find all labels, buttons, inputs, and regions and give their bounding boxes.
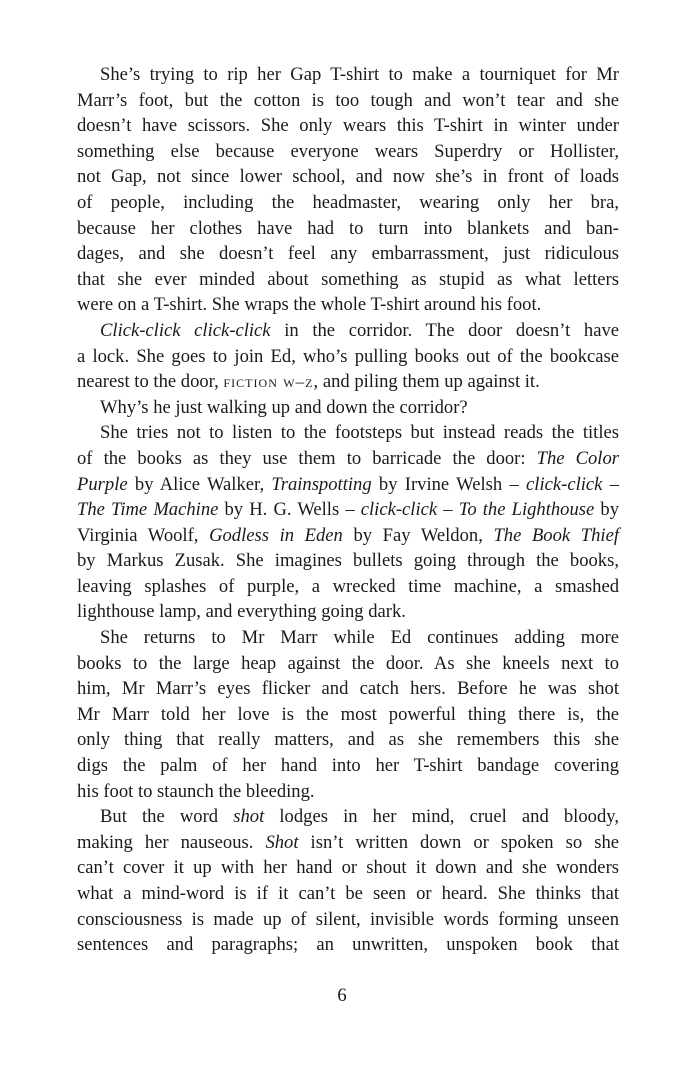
text-segment: , and piling them up against it. bbox=[313, 371, 540, 393]
text-line bbox=[77, 292, 619, 318]
page-number: 6 bbox=[337, 985, 347, 1006]
italic-text: Godless in Eden bbox=[209, 524, 343, 546]
text-line bbox=[77, 318, 619, 344]
text-line bbox=[77, 395, 619, 421]
text-segment: Marr’s foot, but the cotton is too tough and won’t tear and she bbox=[77, 89, 619, 111]
text-segment: Virginia Woolf, bbox=[77, 524, 210, 546]
text-line bbox=[77, 446, 619, 472]
text-segment: were on a T-shirt. She wraps the whole T-shirt around his foot. bbox=[77, 294, 542, 316]
italic-text: Purple bbox=[77, 473, 128, 495]
small-caps-text: fiction w–z bbox=[223, 372, 314, 392]
text-line bbox=[77, 190, 619, 216]
text-segment: can’t cover it up with her hand or shout it down and she wonders bbox=[77, 857, 619, 879]
text-segment: of the books as they use them to barricade the door: bbox=[77, 447, 537, 469]
text-line bbox=[77, 88, 619, 114]
text-line bbox=[77, 267, 619, 293]
text-line bbox=[77, 907, 619, 933]
text-line bbox=[77, 164, 619, 190]
text-segment: – bbox=[602, 473, 619, 495]
text-line bbox=[77, 62, 619, 88]
text-segment: lodges in her mind, cruel and bloody, bbox=[264, 806, 619, 828]
text-segment: not Gap, not since lower school, and now she’s in front of loads bbox=[77, 166, 619, 188]
text-line bbox=[77, 625, 619, 651]
italic-text: To the Lighthouse bbox=[458, 499, 595, 521]
text-line bbox=[77, 216, 619, 242]
text-segment: She returns to Mr Marr while Ed continues adding more bbox=[100, 627, 619, 649]
text-segment: because her clothes have had to turn into blankets and ban- bbox=[77, 217, 619, 239]
text-line bbox=[77, 830, 619, 856]
text-segment: Why’s he just walking up and down the corridor? bbox=[100, 396, 468, 418]
text-segment: books to the large heap against the door. As she kneels next to bbox=[77, 652, 619, 674]
text-line bbox=[77, 651, 619, 677]
text-segment: by Alice Walker, bbox=[127, 473, 272, 495]
body-text bbox=[77, 62, 619, 958]
text-line bbox=[77, 497, 619, 523]
text-line bbox=[77, 599, 619, 625]
text-segment: digs the palm of her hand into her T-shirt bandage covering bbox=[77, 755, 619, 777]
text-line bbox=[77, 548, 619, 574]
text-segment: Mr Marr told her love is the most powerful thing there is, the bbox=[77, 703, 619, 725]
text-line bbox=[77, 855, 619, 881]
text-segment: something else because everyone wears Superdry or Hollister, bbox=[77, 140, 619, 162]
text-segment: by bbox=[594, 499, 619, 521]
italic-text: Trainspotting bbox=[271, 473, 372, 495]
text-segment: a lock. She goes to join Ed, who’s pulling books out of the bookcase bbox=[77, 345, 619, 367]
text-line bbox=[77, 779, 619, 805]
text-line bbox=[77, 753, 619, 779]
text-segment: isn’t written down or spoken so she bbox=[298, 831, 619, 853]
italic-text: shot bbox=[233, 806, 265, 828]
text-segment: that she ever minded about something as stupid as what letters bbox=[77, 268, 619, 290]
text-line bbox=[77, 241, 619, 267]
text-line bbox=[77, 523, 619, 549]
text-segment: sentences and paragraphs; an unwritten, unspoken book that bbox=[77, 934, 619, 956]
italic-text: The Time Machine bbox=[77, 499, 219, 521]
text-segment: nearest to the door, bbox=[77, 371, 224, 393]
italic-text: Click-click click-click bbox=[100, 319, 271, 341]
italic-text: The Book Thief bbox=[493, 524, 619, 546]
text-line bbox=[77, 727, 619, 753]
text-line bbox=[77, 932, 619, 958]
text-line bbox=[77, 676, 619, 702]
italic-text: Shot bbox=[265, 831, 299, 853]
text-segment: consciousness is made up of silent, invisible words forming unseen bbox=[77, 908, 619, 930]
text-line bbox=[77, 804, 619, 830]
text-line bbox=[77, 574, 619, 600]
text-segment: by Markus Zusak. She imagines bullets going through the books, bbox=[77, 550, 619, 572]
text-segment: She tries not to listen to the footsteps but instead reads the titles bbox=[100, 422, 619, 444]
text-segment: his foot to staunch the bleeding. bbox=[77, 780, 315, 802]
text-segment: making her nauseous. bbox=[77, 831, 266, 853]
text-segment: doesn’t have scissors. She only wears this T-shirt in winter under bbox=[77, 115, 619, 137]
text-line bbox=[77, 881, 619, 907]
text-segment: him, Mr Marr’s eyes flicker and catch hers. Before he was shot bbox=[77, 678, 619, 700]
text-segment: what a mind-word is if it can’t be seen or heard. She thinks that bbox=[77, 883, 619, 904]
text-segment: She’s trying to rip her Gap T-shirt to make a tourniquet for Mr bbox=[100, 64, 619, 85]
text-segment: by Fay Weldon, bbox=[342, 524, 494, 546]
text-line bbox=[77, 344, 619, 370]
text-line bbox=[77, 702, 619, 728]
text-line bbox=[77, 472, 619, 498]
text-line bbox=[77, 139, 619, 165]
text-segment: by Irvine Welsh – bbox=[371, 473, 527, 495]
text-segment: But the word bbox=[100, 806, 234, 828]
text-line bbox=[77, 369, 619, 395]
text-line bbox=[77, 420, 619, 446]
text-segment: by H. G. Wells – bbox=[218, 499, 361, 521]
text-segment: lighthouse lamp, and everything going dark. bbox=[77, 601, 406, 623]
text-segment: only thing that really matters, and as she remembers this she bbox=[77, 729, 619, 751]
italic-text: click-click bbox=[360, 499, 438, 521]
italic-text: click-click bbox=[526, 473, 603, 495]
italic-text: The Color bbox=[536, 447, 619, 469]
text-line bbox=[77, 113, 619, 139]
text-segment: of people, including the headmaster, wearing only her bra, bbox=[77, 191, 619, 213]
text-segment: – bbox=[437, 499, 459, 521]
text-segment: dages, and she doesn’t feel any embarrassment, just ridiculous bbox=[77, 243, 619, 265]
text-segment: in the corridor. The door doesn’t have bbox=[270, 319, 619, 341]
text-segment: leaving splashes of purple, a wrecked time machine, a smashed bbox=[77, 575, 619, 597]
